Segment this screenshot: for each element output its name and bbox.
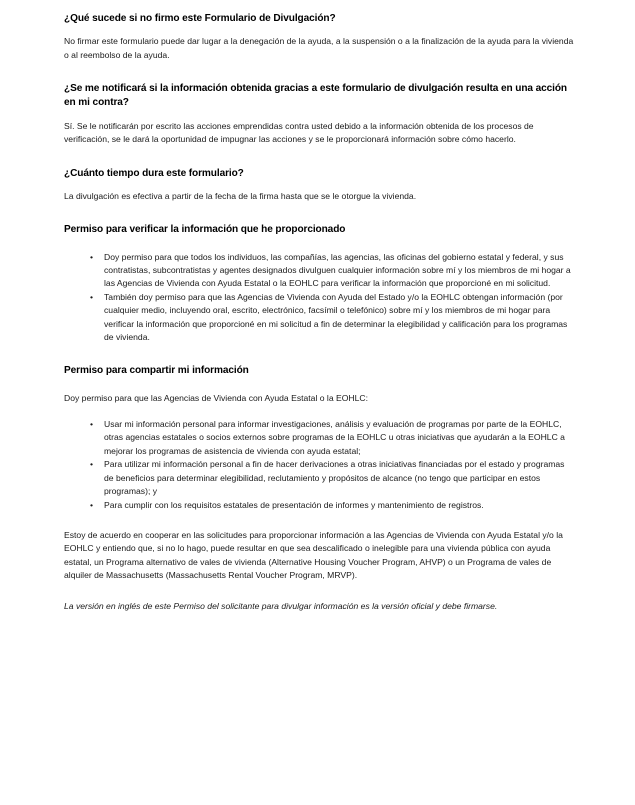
spacer — [64, 583, 576, 600]
spacer — [64, 62, 576, 82]
spacer — [64, 238, 576, 251]
bullet-list-permiso-compartir — [64, 418, 576, 512]
bullet-marker-icon: • — [90, 251, 94, 262]
list-item — [90, 291, 576, 345]
paragraph-cuanto-tiempo-dura: La divulgación es efectiva a partir de la fecha de la firma hasta que se le otorgue la vivienda. — [64, 190, 417, 201]
spacer — [64, 26, 576, 35]
document-body — [64, 12, 576, 613]
heading-se-me-notificara: ¿Se me notificará si la información obtenida gracias a este formulario de divulgación resulta en una acción en mi contra? — [64, 83, 567, 109]
spacer — [64, 405, 576, 418]
spacer — [64, 379, 576, 392]
bullet-marker-icon: • — [90, 459, 94, 470]
list-item-text: Usar mi información personal para informar investigaciones, análisis y evaluación de programas por parte de la EOHLC, otras agencias estatales o socios externos sobre programas de la EOHLC u otras iniciativas que ayudarán a la EOHLC a mejorar los programas de asistencia de vivienda con ayuda estatal; — [104, 419, 565, 456]
spacer — [64, 344, 576, 364]
heading-que-sucede-si-no-firmo: ¿Qué sucede si no firmo este Formulario de Divulgación? — [64, 13, 336, 24]
list-item — [90, 418, 576, 458]
bullet-marker-icon: • — [90, 291, 94, 302]
list-item-text: Para cumplir con los requisitos estatales de presentación de informes y mantenimiento de registros. — [104, 499, 484, 510]
heading-permiso-compartir: Permiso para compartir mi información — [64, 365, 249, 377]
paragraph-acuerdo-cooperar: Estoy de acuerdo en cooperar en las solicitudes para proporcionar información a las Agencias de Vivienda con Ayuda Estatal y/o la EOHLC y entiendo que, si no lo hago, puede resultar en que sea descalificado o inelegible para una vivienda pública con ayuda estatal, un Programa alternativo de vales de vivienda (Alternative Housing Voucher Program, AHVP) o un Programa de vales de alquiler de Massachusetts (Massachusetts Rental Voucher Program, MRVP). — [64, 529, 563, 581]
paragraph-que-sucede-si-no-firmo: No firmar este formulario puede dar lugar a la denegación de la ayuda, a la suspensión o a la finalización de la ayuda para la vivienda o al reembolso de la ayuda. — [64, 36, 574, 60]
bullet-marker-icon: • — [90, 419, 94, 430]
paragraph-se-me-notificara: Sí. Se le notificarán por escrito las acciones emprendidas contra usted debido a la información obtenida de los procesos de verificación, se le dará la oportunidad de impugnar las acciones y se le proporcionará información sobre cómo hacerlo. — [64, 120, 534, 145]
paragraph-permiso-compartir-intro: Doy permiso para que las Agencias de Vivienda con Ayuda Estatal o la EOHLC: — [64, 392, 368, 403]
bullet-list-permiso-verificar — [64, 251, 576, 345]
spacer — [64, 512, 576, 529]
paragraph-aviso-version-oficial: La versión en inglés de este Permiso del solicitante para divulgar información es la versión oficial y debe firmarse. — [64, 600, 498, 611]
list-item-text: Para utilizar mi información personal a fin de hacer derivaciones a otras iniciativas financiadas por el estado y programas de beneficios para determinar elegibilidad, reclutamiento y propósitos de alcance (no tengo que participar en estos programas); y — [104, 459, 565, 497]
heading-permiso-verificar: Permiso para verificar la información que he proporcionado — [64, 224, 346, 236]
heading-cuanto-tiempo-dura: ¿Cuánto tiempo dura este formulario? — [64, 167, 244, 179]
list-item — [90, 458, 576, 498]
list-item — [90, 251, 576, 291]
spacer — [64, 111, 576, 120]
spacer — [64, 181, 576, 190]
bullet-marker-icon: • — [90, 499, 94, 510]
spacer — [64, 147, 576, 167]
list-item-text: También doy permiso para que las Agencias de Vivienda con Ayuda del Estado y/o la EOHLC obtengan información (por cualquier medio, incluyendo oral, escrito, electrónico, facsímil o telefónico) sobre mí y los miembros de mi hogar para verificar la información que proporcioné en mi solicitud a fin de determinar la elegibilidad y calificación para los programas de vivienda. — [104, 291, 568, 342]
spacer — [64, 203, 576, 223]
list-item — [90, 499, 576, 512]
list-item-text: Doy permiso para que todos los individuos, las compañías, las agencias, las oficinas del gobierno estatal y federal, y sus contratistas, subcontratistas y agentes designados divulguen cualquier información sobre mí y los miembros de mi hogar a las Agencias de Vivienda con Ayuda Estatal o la EOHLC para verificar la información que proporcioné en mi solicitud. — [104, 251, 571, 289]
